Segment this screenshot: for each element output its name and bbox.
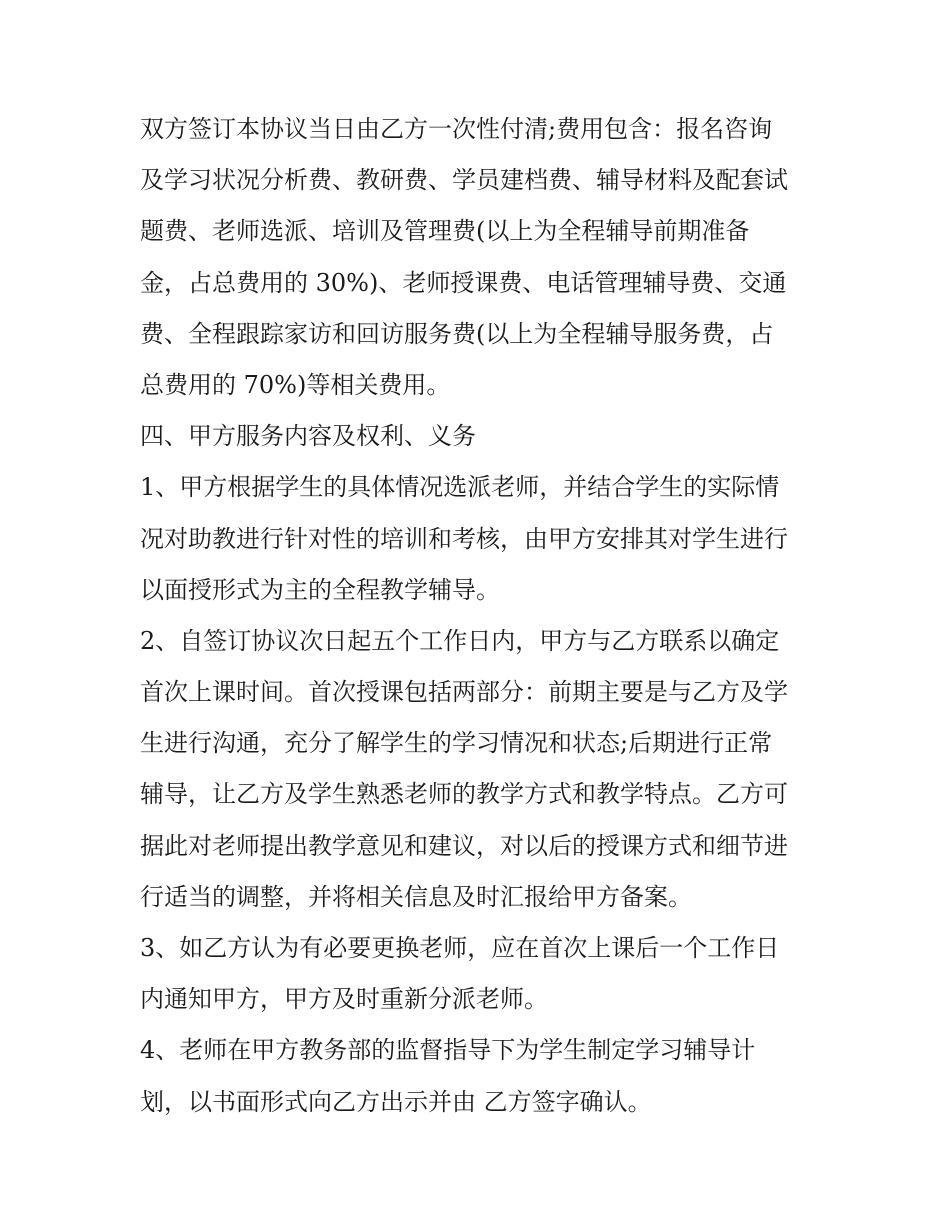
text-line-8: 1、甲方根据学生的具体情况选派老师，并结合学生的实际情 <box>140 473 780 502</box>
text-line-10: 以面授形式为主的全程教学辅导。 <box>140 575 500 604</box>
text-line-20: 划，以书面形式向乙方出示并由 乙方签字确认。 <box>140 1087 652 1116</box>
text-line-14: 辅导，让乙方及学生熟悉老师的教学方式和教学特点。乙方可 <box>140 780 788 809</box>
text-line-9: 况对助教进行针对性的培训和考核，由甲方安排其对学生进行 <box>140 524 788 553</box>
text-line-11: 2、自签订协议次日起五个工作日内，甲方与乙方联系以确定 <box>140 626 780 655</box>
text-line-5: 费、全程跟踪家访和回访服务费(以上为全程辅导服务费，占 <box>140 319 774 348</box>
text-line-13: 生进行沟通，充分了解学生的学习情况和状态;后期进行正常 <box>140 729 773 758</box>
text-line-17: 3、如乙方认为有必要更换老师，应在首次上课后一个工作日 <box>140 934 780 962</box>
text-line-3: 题费、老师选派、培训及管理费(以上为全程辅导前期准备 <box>140 217 750 246</box>
section-heading: 四、甲方服务内容及权利、义务 <box>140 422 476 451</box>
text-line-18: 内通知甲方，甲方及时重新分派老师。 <box>140 985 548 1014</box>
text-line-15: 据此对老师提出教学意见和建议，对以后的授课方式和细节进 <box>140 831 788 860</box>
text-line-16: 行适当的调整，并将相关信息及时汇报给甲方备案。 <box>140 882 692 911</box>
text-line-2: 及学习状况分析费、教研费、学员建档费、辅导材料及配套试 <box>140 166 788 195</box>
text-line-1: 双方签订本协议当日由乙方一次性付清;费用包含：报名咨询 <box>140 115 773 143</box>
text-line-19: 4、老师在甲方教务部的监督指导下为学生制定学习辅导计 <box>140 1036 756 1065</box>
text-line-4: 金，占总费用的 30%)、老师授课费、电话管理辅导费、交通 <box>140 268 787 297</box>
text-line-12: 首次上课时间。首次授课包括两部分：前期主要是与乙方及学 <box>140 678 788 707</box>
text-line-6: 总费用的 70%)等相关费用。 <box>140 370 451 399</box>
document-body <box>140 104 830 1128</box>
